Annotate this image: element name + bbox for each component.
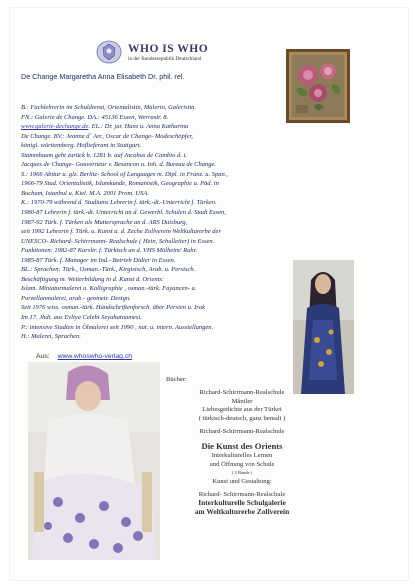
book-subtitle: Kunst und Gestaltung: (212, 477, 272, 485)
bio-line: Seit 1976 wiss. osman.-türk. Handschriftenforsch. über Persien u. Irak (21, 304, 205, 312)
bio-line: H.: Malerei, Sprachen. (21, 333, 81, 341)
bio-line: Im 17. Jhdt. aus Evliya Celebi Seyahatnamesi. (21, 314, 142, 322)
bio-line: 1985-87 Türk. f. Manager im Ind.- Betrieb Didier in Essen. (21, 256, 176, 264)
bio-line: S.: 1966 Abitur u. glz. Berlitz- School of Languages m. Dipl. in Franz. u. Span., (21, 170, 228, 178)
book-subtitle: Interkulturelles Lernen (211, 452, 273, 460)
portrait-photo-left (28, 362, 160, 560)
portrait-photo-right (293, 260, 354, 394)
bio-line: BL.: Sprachen: Türk., Osman.-Türk., Kirgisisch, Arab. u. Persisch. (21, 266, 196, 274)
coat-of-arms-icon (96, 40, 122, 64)
bio-line: 1980-87 Lehrerin f. türk.-dt. Unterricht an d. Gewerbl. Schulen d. Stadt Essen, (21, 209, 226, 217)
bio-line: P.: intensive Studien in Ölmalerei seit 1990 , nat. u. intern. Ausstellungen. (21, 323, 214, 331)
book-note: ( türkisch-deutsch, ganz bemalt ) (198, 414, 286, 422)
header-subtitle: in der Bundesrepublik Deutschland (128, 55, 202, 62)
bio-line: Beschäftigung m. Weiterbildung in d. Kunst d. Orients: (21, 275, 165, 283)
book-subtitle: am Weltkulturerbe Zollverein (194, 506, 290, 516)
bio-line: 1987-92 Türk. f. Türken als Muttersprache an d. ARS Duisburg, (21, 218, 188, 226)
bio-line: seit 1992 Lehrerin f. Türk. u. Kunst a. d. Zeche Zollverein Weltkulturerbe der (21, 228, 221, 236)
book-publisher: Richard-Schirrmann-Realschule (199, 389, 285, 397)
bio-line: Stammbaum geht zurück b. 1281 b. auf Jacobus de Cambio d. i. (21, 151, 187, 159)
bio-line: Jacques de Change- Gouverneur v. Besancon u. Inh. d. Bureau de Change. (21, 161, 216, 169)
book-title: Die Kunst des Orients (201, 441, 283, 452)
book-title: Mâniler (231, 397, 253, 405)
bio-line: B.: Fachlehrerin im Schuldienst, Orientalistin, Malerin, Galeristin. (21, 104, 197, 111)
book-title: Interkulturelle Schulgalerie (198, 498, 286, 508)
book-publisher: Richard- Schirrmann-Realschule (198, 491, 286, 499)
rose-painting-image (286, 49, 350, 123)
header (96, 40, 208, 64)
books-heading: Bücher: (166, 376, 187, 383)
bio-line: Bochum, Istanbul u. Kiel. M.A. 2001 Prom. USA. (21, 189, 149, 197)
book-subtitle: Liebesgedichte aus der Türkei (202, 406, 282, 414)
person-name: De Change Margaretha Anna Elisabeth Dr. phil. rel. (21, 72, 185, 81)
bio-line: www.galerie-dechange.de. EL.: Dr. jur. Hans u. Anna Katharina (21, 123, 189, 131)
source-link[interactable]: www.whoswho-verlag.ch (57, 353, 133, 360)
bio-line: K.: 1970-79 während d. Studiums Lehrerin f. türk.-dt.-Unterricht f. Türken. (21, 199, 217, 207)
biography-text (21, 103, 291, 342)
bio-line: Islam. Miniaturmalerei u. Kalligraphie , osman.-türk. Fayancen- u. (21, 285, 197, 293)
bio-line: Porzellanmalerei, arab.- geometr. Design. (21, 294, 131, 302)
bio-line: De Change. BV.: Jeanne d´ Arc, Oscar de Change- Modeschöpfer, (21, 132, 193, 140)
bio-line: FN.: Galerie de Change. DA.: 45136 Essen, Werrastr. 8. (21, 113, 169, 121)
bio-line: UNESCO- Richard- Schirrmann- Realschule ( Hein, Schulleiter) in Essen. (21, 237, 215, 245)
gallery-website-link[interactable]: www.galerie-dechange.de (21, 123, 89, 131)
book-subtitle: und Öffnung von Schule (209, 460, 275, 468)
source-label: Aus: (36, 353, 50, 360)
books-section (166, 376, 318, 516)
book-publisher: Richard-Schirrmann-Realschule (199, 428, 285, 436)
bio-line: 1966-79 Stud. Orientalistik, Islamkunde, Romanistik, Geographie u. Päd. in (21, 180, 219, 188)
source-line (36, 353, 132, 360)
bio-line: Funktionen: 1982-87 Kursltr. f. Türkisch an d. VHS Mülheim/ Ruhr. (21, 247, 198, 255)
bio-line: königl. württemberg. Hoflieferant in Stuttgart. (21, 142, 142, 150)
book-note: ( 3 Bände ) (231, 470, 253, 476)
header-title: WHO IS WHO (128, 42, 209, 55)
